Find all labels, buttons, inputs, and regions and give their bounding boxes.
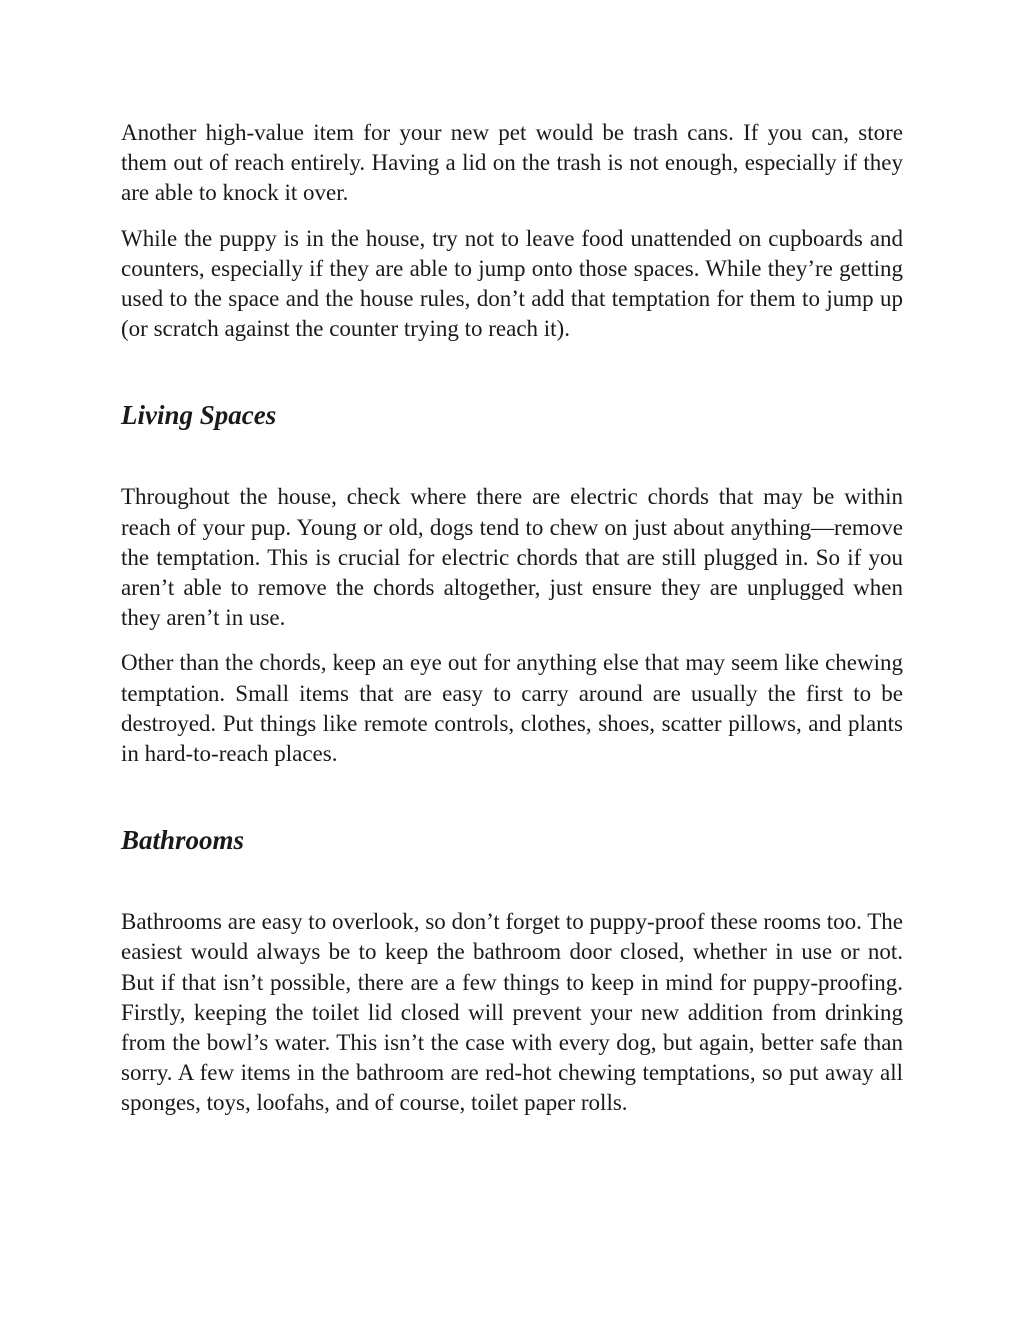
paragraph-electric-chords: Throughout the house, check where there are electric chords that may be within reach of your pup. Young or old, dogs tend to chew on just about anything—remove the temptation. This is crucial for electric chords that are still plugged in. So if you aren’t able to remove the chords altogether, just ensure they are unplugged when they aren’t in use. [121,484,903,631]
paragraph-food-unattended: While the puppy is in the house, try not to leave food unattended on cupboards and counters, especially if they are able to jump onto those spaces. While they’re getting used to the space and the house rules, don’t add that temptation for them to jump up (or scratch against the counter trying to reach it). [121,225,903,342]
paragraph-bathrooms: Bathrooms are easy to overlook, so don’t forget to puppy-proof these rooms too. The easiest would always be to keep the bathroom door closed, whether in use or not. But if that isn’t possible, there are a few things to keep in mind for puppy-proofing. Firstly, keeping the toilet lid closed will prevent your new addition from drinking from the bowl’s water. This isn’t the case with every dog, but again, better safe than sorry. A few items in the bathroom are red-hot chewing temptations, so put away all sponges, toys, loofahs, and of course, toilet paper rolls. [121,909,903,1116]
paragraph-trash-cans: Another high-value item for your new pet would be trash cans. If you can, store them out of reach entirely. Having a lid on the trash is not enough, especially if they are able to knock it over. [121,120,903,206]
paragraph-chewing-temptation: Other than the chords, keep an eye out for anything else that may seem like chewing temptation. Small items that are easy to carry around are usually the first to be destroyed. Put things like remote controls, clothes, shoes, scatter pillows, and plants in hard-to-reach places. [121,650,903,767]
page-content [121,118,903,1134]
heading-bathrooms: Bathrooms [121,825,245,856]
heading-living-spaces: Living Spaces [121,400,277,431]
